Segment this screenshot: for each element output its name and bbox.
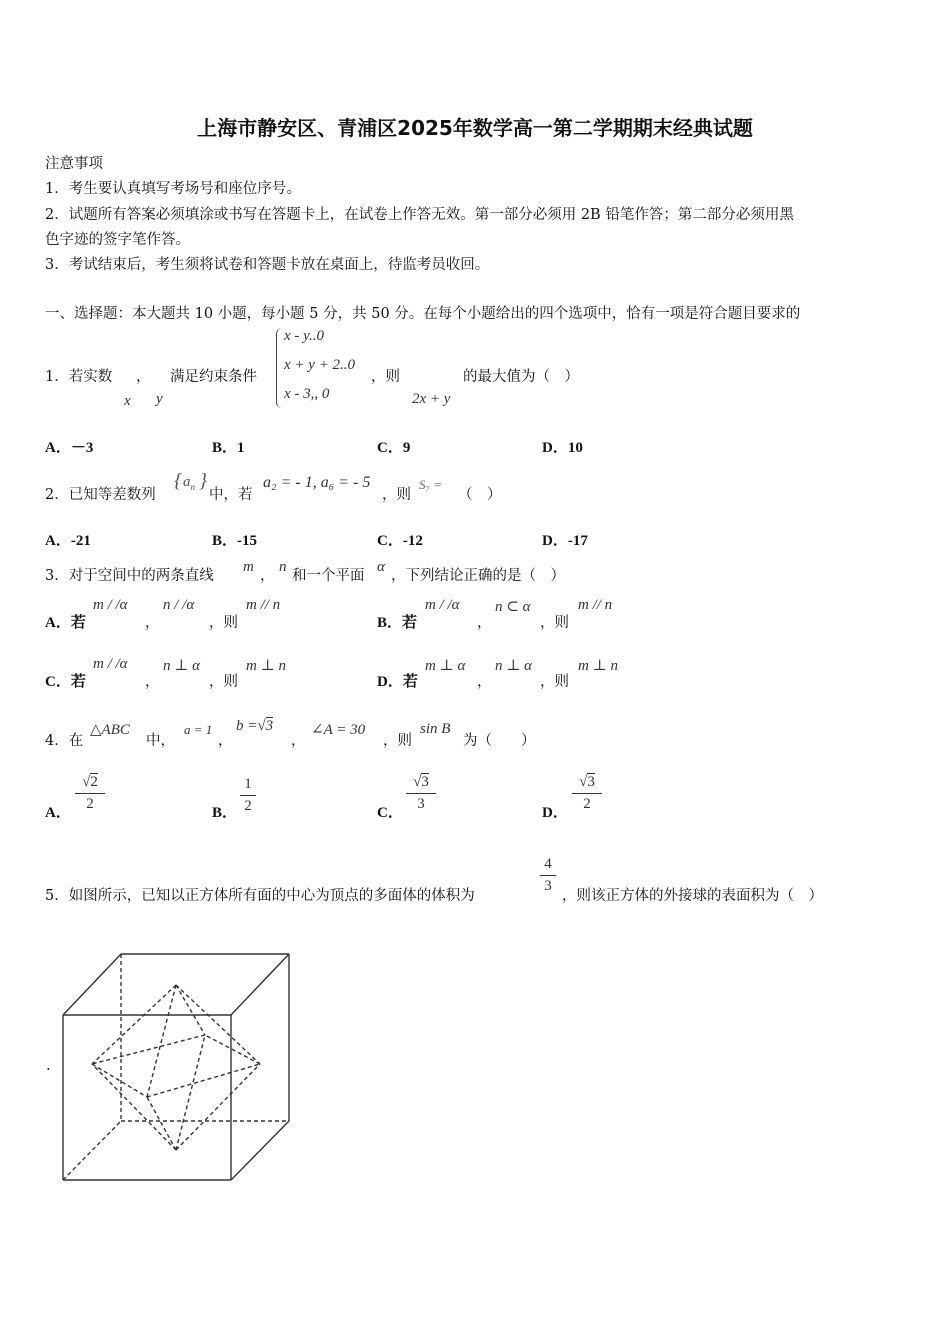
q3-option-a-conclusion: m // n xyxy=(246,597,281,613)
q4-option-a-label: A． xyxy=(45,805,71,821)
cube-edge xyxy=(231,1121,289,1180)
q3-sep: ， xyxy=(260,568,275,584)
q2-seq-term: a xyxy=(183,474,191,490)
q5-dot: . xyxy=(46,1058,51,1074)
q4-option-c-num: 3 xyxy=(421,774,429,790)
q3-option-b-conclusion: m // n xyxy=(578,597,613,613)
q1-var-y: y xyxy=(156,391,163,407)
q4-mid: 中， xyxy=(146,733,175,749)
cube-hidden-edge xyxy=(63,1121,121,1180)
octahedron-edge xyxy=(147,985,176,1097)
q4-angle: ∠A = 30 xyxy=(311,722,366,738)
octahedron-edge xyxy=(176,1035,205,1150)
octahedron-edge xyxy=(92,985,176,1064)
q2-seq-brace-left: { xyxy=(174,470,182,492)
q4-tail: 为（ ） xyxy=(463,733,536,749)
q4-option-d-label: D． xyxy=(542,805,568,821)
q1-mid: 满足约束条件 xyxy=(170,369,257,385)
q3-option-b-premise: n ⊂ α xyxy=(495,599,531,615)
q4-option-b-den: 2 xyxy=(244,798,252,814)
q3-then: ，则 xyxy=(209,615,238,631)
q3-comma: ， xyxy=(145,674,160,690)
q4-option-c-den: 3 xyxy=(417,796,425,812)
q4-option-b-value xyxy=(240,776,256,815)
q3-option-a-premise: m / /α xyxy=(93,597,128,613)
octahedron-edge xyxy=(147,1064,260,1097)
cube-edge xyxy=(63,954,121,1015)
notice-heading: 注意事项 xyxy=(45,156,103,172)
fraction-bar xyxy=(75,793,105,794)
q3-option-d-premise: m ⊥ α xyxy=(425,658,466,674)
q3-option-b-label: B．若 xyxy=(377,615,418,631)
q1-option-d: D．10 xyxy=(542,440,583,456)
fraction-bar xyxy=(406,793,436,794)
q3-n: n xyxy=(279,559,287,575)
q2-seq-sub: n xyxy=(190,482,195,492)
q4-side-b: b =√3 xyxy=(236,718,274,734)
q1-then: ，则 xyxy=(371,369,400,385)
q5-lead: 5．如图所示，已知以正方体所有面的中心为顶点的多面体的体积为 xyxy=(45,888,475,904)
q4-then: ，则 xyxy=(383,733,412,749)
notice-item: 2．试题所有答案必须填涂或书写在答题卡上，在试卷上作答无效。第一部分必须用 2B 铅笔作答；第二部分必须用黑 xyxy=(45,207,794,223)
q4-option-b-label: B． xyxy=(212,805,238,821)
q4-option-d-num: 3 xyxy=(587,774,595,790)
q3-option-d-conclusion: m ⊥ n xyxy=(578,658,618,674)
q1-constraint: x - 3,, 0 xyxy=(284,386,330,402)
q2-seq-brace-right: } xyxy=(199,470,207,492)
q4-option-c-label: C． xyxy=(377,805,403,821)
cube-octahedron-figure xyxy=(55,945,300,1190)
q1-option-c: C．9 xyxy=(377,440,411,456)
page-title: 上海市静安区、青浦区2025年数学高一第二学期期末经典试题 xyxy=(197,116,753,140)
octahedron-edge xyxy=(147,1097,176,1150)
q2-option-c: C．-12 xyxy=(377,533,423,549)
q3-option-a-premise: n / /α xyxy=(163,597,195,613)
q4-option-d-value: √3 2 xyxy=(572,774,602,813)
octahedron-edge xyxy=(205,1035,260,1064)
q4-side-b-radicand: 3 xyxy=(265,718,274,734)
q5-tail: ，则该正方体的外接球的表面积为（ ） xyxy=(562,888,823,904)
q3-option-c-label: C．若 xyxy=(45,674,86,690)
q1-option-b: B．1 xyxy=(212,440,245,456)
q4-option-a-value: √2 2 xyxy=(75,774,105,813)
q2-option-d: D．-17 xyxy=(542,533,588,549)
q2-lead: 2．已知等差数列 xyxy=(45,487,156,503)
q3-option-d-premise: n ⊥ α xyxy=(495,658,532,674)
q4-option-d-den: 2 xyxy=(583,796,591,812)
q1-var-x: x xyxy=(124,393,131,409)
q2-mid: 中，若 xyxy=(209,487,253,503)
q4-sinb: sin B xyxy=(420,721,451,737)
q4-lead: 4．在 xyxy=(45,733,84,749)
q3-option-d-label: D．若 xyxy=(377,674,418,690)
q3-option-a-label: A．若 xyxy=(45,615,86,631)
cube-edge xyxy=(231,954,289,1015)
q1-tail: 的最大值为（ ） xyxy=(463,369,579,385)
q1-comma: ， xyxy=(136,369,151,385)
q3-tail: ，下列结论正确的是（ ） xyxy=(391,568,565,584)
q4-triangle: △ABC xyxy=(90,722,130,738)
q4-comma: ， xyxy=(291,733,306,749)
q2-s7: S₇ = xyxy=(419,477,443,492)
q4-option-b-num: 1 xyxy=(244,776,252,792)
q3-alpha: α xyxy=(377,559,385,575)
q2-condition: a₂ = - 1, a₆ = - 5 xyxy=(263,474,371,491)
q1-constraint: x - y..0 xyxy=(284,328,324,344)
q3-m: m xyxy=(243,559,254,575)
q3-option-c-premise: n ⊥ α xyxy=(163,658,200,674)
notice-item: 色字迹的签字笔作答。 xyxy=(45,232,190,248)
q3-lead: 3．对于空间中的两条直线 xyxy=(45,568,214,584)
notice-item: 3．考试结束后，考生须将试卷和答题卡放在桌面上，待监考员收回。 xyxy=(45,257,490,273)
q3-then: ，则 xyxy=(209,674,238,690)
q4-option-c-value: √3 3 xyxy=(406,774,436,813)
q1-lead: 1．若实数 xyxy=(45,369,113,385)
section-heading: 一、选择题：本大题共 10 小题，每小题 5 分，共 50 分。在每个小题给出的四个选项中，恰有一项是符合题目要求的 xyxy=(45,306,801,322)
fraction-bar xyxy=(572,793,602,794)
q3-comma: ， xyxy=(145,615,160,631)
q2-seq xyxy=(183,474,195,492)
q4-side-b-left: b = xyxy=(236,718,258,734)
q4-option-a-num: 2 xyxy=(90,774,98,790)
q5-volume-num: 4 xyxy=(544,856,552,872)
q3-option-c-conclusion: m ⊥ n xyxy=(246,658,286,674)
q4-side-a: a = 1 xyxy=(184,722,213,737)
q1-constraint-brace xyxy=(276,328,283,408)
notice-item: 1．考生要认真填写考场号和座位序号。 xyxy=(45,181,301,197)
q4-comma: ， xyxy=(218,733,233,749)
q1-constraint: x + y + 2..0 xyxy=(284,357,356,373)
q3-comma: ， xyxy=(477,615,492,631)
q2-tail: （ ） xyxy=(458,487,502,503)
q3-comma: ， xyxy=(477,674,492,690)
q1-option-a: A．－3 xyxy=(45,440,94,456)
q2-then: ，则 xyxy=(382,487,411,503)
q3-option-b-premise: m / /α xyxy=(425,597,460,613)
q2-option-b: B．-15 xyxy=(212,533,258,549)
q3-mid: 和一个平面 xyxy=(292,568,365,584)
q3-then: ，则 xyxy=(540,615,569,631)
q4-option-a-den: 2 xyxy=(86,796,94,812)
q3-option-c-premise: m / /α xyxy=(93,656,128,672)
q5-volume-den: 3 xyxy=(544,878,552,894)
q3-then: ，则 xyxy=(540,674,569,690)
q2-option-a: A．-21 xyxy=(45,533,91,549)
octahedron-edge xyxy=(92,1035,205,1064)
fraction-bar xyxy=(240,795,256,796)
q5-volume xyxy=(540,856,556,895)
octahedron-edge xyxy=(176,985,205,1035)
q1-objective: 2x + y xyxy=(412,391,451,407)
fraction-bar xyxy=(540,875,556,876)
